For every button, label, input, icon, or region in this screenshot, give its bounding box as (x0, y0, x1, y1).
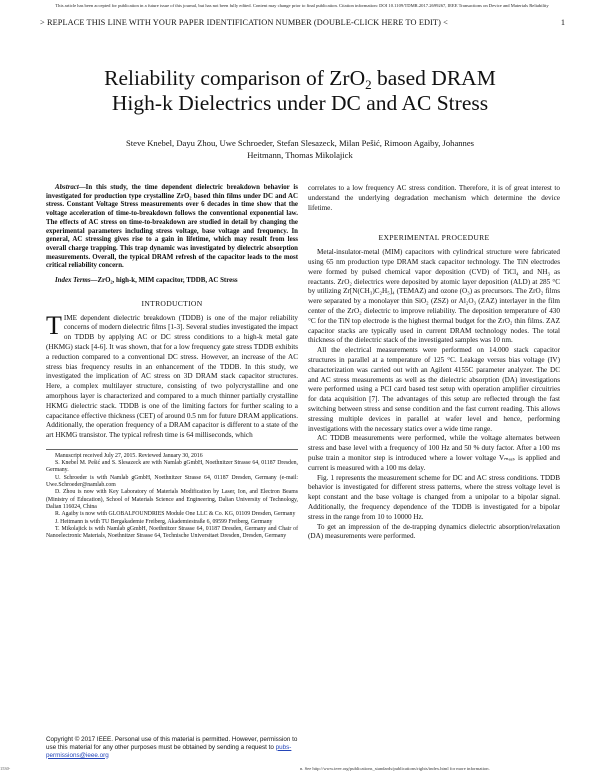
author-list: Steve Knebel, Dayu Zhou, Uwe Schroeder, Stefan Slesazeck, Milan Pešić, Rimoon Agaiby, Johannes Heitmann, Thomas Mikolajick (125, 138, 475, 160)
footnotes (46, 449, 298, 541)
footnote: S. Knebel M. Pešić and S. Slesazeck are with Namlab gGmbH, Noethnitzer Strasse 64, 01187 Dresden, Germany. (46, 460, 298, 474)
experimental-paragraph-1: Metal-insulator-metal (MIM) capacitors with cylindrical structure were fabricated using 65 nm production type DRAM stack capacitor technology. The TiN electrodes were formed by pulsed chemical vapor deposition (CVD) of TiCl₄ and NH₃ as reactants. ZrO₂ dielectrics were deposited by atomic layer deposition (ALD) at 285 °C by utilizing Zr[N(CH₃)C₂H₅]₄ (TEMAZ) and ozone (O₃) as precursors. The ZrO₂ films were separated by a monolayer thin SiO₂ (ZSZ) or Al₂O₃ (ZAZ) interlayer in the film center of the ZrO₂ dielectric to improve reliability. The deposition temperature of 430 °C for the TiN top electrode is the highest thermal budget for the ZrO₂ thin films. ZAZ capacitor stacks are typically used in current DRAM technology nodes. The total thickness of the dielectric stack of the investigated samples was 10 nm. (308, 248, 560, 345)
permissions-email-link[interactable]: pubs-permissions@ieee.org (46, 743, 292, 759)
abstract: Abstract—In this study, the time dependent dielectric breakdown behavior is investigated for production type crystalline ZrO₂ based thin films under DC and AC stress. Constant Voltage Stress measurements over 6 decades in time show that the voltage acceleration of time-to-breakdown follows the conventional exponential law. The effects of AC stress on time-to-breakdown are studied in detail by changing the experimental parameters including stress voltage, base voltage and frequency. In general, AC stressing gives rise to a gain in lifetime, which may result from less overall charge trapping. This trap dynamic was investigated by dielectric absorption measurements. Overall, the typical DRAM refresh of the capacitor leads to the most critical reliability concern. (46, 184, 298, 270)
index-terms: Index Terms—ZrO₂, high-k, MIM capacitor, TDDB, AC Stress (55, 277, 238, 285)
introduction-continued: correlates to a low frequency AC stress condition. Therefore, it is of great interest to understand the underlying degradation mechanism which determine the device lifetime. (308, 184, 560, 212)
experimental-paragraph-3: AC TDDB measurements were performed, while the voltage alternates between stress and base level with a frequency of 100 Hz and 50 % duty factor. After a 100 ms pulse train a monitor step is introduced where a lower voltage Vₘₑₐₛ is applied and current is measured with a 100 ms delay. (308, 434, 560, 472)
experimental-paragraph-4: Fig. 1 represents the measurement scheme for DC and AC stress conditions. TDDB behavior is investigated for different stress patterns, where the stress voltage level is kept constant and the base voltage is changed from a unipolar to a bipolar signal. Additionally, the frequency dependence of the TDDB is investigated for a bipolar stress in the range from 10 to 10000 Hz. (308, 473, 560, 521)
copyright-notice: Copyright © 2017 IEEE. Personal use of this material is permitted. However, permission to use this material for any other purposes must be obtained by sending a request to pubs-permissions@ieee.org (46, 736, 298, 759)
experimental-paragraph-5: To get an impression of the de-trapping dynamics dielectric absorption/relaxation (DA) measurements were performed. (308, 522, 560, 541)
right-column (308, 184, 560, 542)
page-number: 1 (560, 18, 565, 27)
publication-notice: This article has been accepted for publication in a future issue of this journal, but has not been fully edited. Content may change prior to final publication. Citation information: DOI 10.1109/TDMR.2017.2699267, IEEE Transactions on Device and Materials Reliability (55, 3, 549, 8)
paper-title (40, 66, 560, 116)
left-column (46, 184, 298, 540)
introduction-heading: INTRODUCTION (141, 298, 203, 308)
footnote: Manuscript received July 27, 2015. Reviewed January 30, 2016 (55, 452, 203, 459)
footnote: U. Schroeder is with Namlab gGmbH, Noethnitzer Strasse 64, 01187 Dresden, Germany (e-mail: Uwe.Schroeder@namlab.com (46, 474, 298, 489)
page-footer: n. See http://www.ieee.org/publications_standards/publications/rights/index.html for more information. (300, 766, 490, 771)
title-line1: Reliability comparison of ZrO$_2$ based DRAM (104, 66, 496, 92)
running-header: > REPLACE THIS LINE WITH YOUR PAPER IDENTIFICATION NUMBER (DOUBLE-CLICK HERE TO EDIT) < (40, 18, 448, 27)
title-line2: High-k Dielectrics under DC and AC Stress (111, 91, 489, 115)
footnote: R. Agaiby is now with GLOBALFOUNDRIES Module One LLC & Co. KG, 01109 Dresden, Germany (55, 511, 296, 518)
drop-cap: T (46, 310, 62, 340)
experimental-heading: EXPERIMENTAL PROCEDURE (378, 233, 490, 243)
experimental-paragraph-2: All the electrical measurements were performed on 14.000 stack capacitor structures in parallel at a temperature of 125 °C. Leakage versus bias voltage (IV) characterization was carried out with an Agilent 4155C parameter analyzer. The DC and AC stress measurements as well as the dielectric absorption (DA) investigations were performed using a PCI card based test setup with operation amplifier circuitries for data acquisition [7]. The advantages of this setup are reflected through the fast switching between stress and sense condition and the fast current reading. This allows stressing multiple devices in parallel at wafer level and hence, performing investigations with the necessary statics over a wide time range. (308, 346, 560, 433)
footnote: J. Heitmann is with TU Bergakademie Freiberg, Akademiestraße 6, 09599 Freiberg, Germany (55, 518, 273, 525)
introduction-paragraph: TIME dependent dielectric breakdown (TDDB) is one of the major reliability concerns of modern dielectric films [1-3]. Several studies investigated the impact on TDDB by applying AC or DC stress conditions to a high-k metal gate (HKMG) stack [4-6]. It was shown, that for a low frequency gate stress TDDB exhibits a reduction compared to a conventional DC stress. However, an increase of the AC stress bias frequency results in an enhancement of the TDDB. In this study, we investigated the implication of AC stress on 3D DRAM stack capacitor structures. Here, a complex multilayer structure, consisting of two polycrystalline and one amorphous layer is characterized and compared to a much thinner partially crystalline HKMG dielectric stack. TDDB is one of the limiting factors for further scaling to a capacitance effective thickness (CET) of around 0.5 nm for future DRAM applications. Additionally, the operation frequency of a DRAM capacitor is different to a state of the art HKMG transistor. The typical refresh time is 64 milliseconds, which (46, 310, 298, 440)
footnote: T. Mikolajick is with Namlab gGmbH, Noethnitzer Strasse 64, 01187 Dresden, Germany and Chair of Nanoelectronic Materials, Noethnitzer Strasse 64, Technische Universitaet Dresden, Dresden, Germany (46, 525, 298, 540)
issn-fragment: 1530- (0, 766, 11, 771)
footnote: D. Zhou is now with Key Laboratory of Materials Modification by Laser, Ion, and Electron Beams (Ministry of Education), School of Materials Science and Engineering, Dalian University of Technology, Dalian 116024, China (46, 489, 298, 510)
